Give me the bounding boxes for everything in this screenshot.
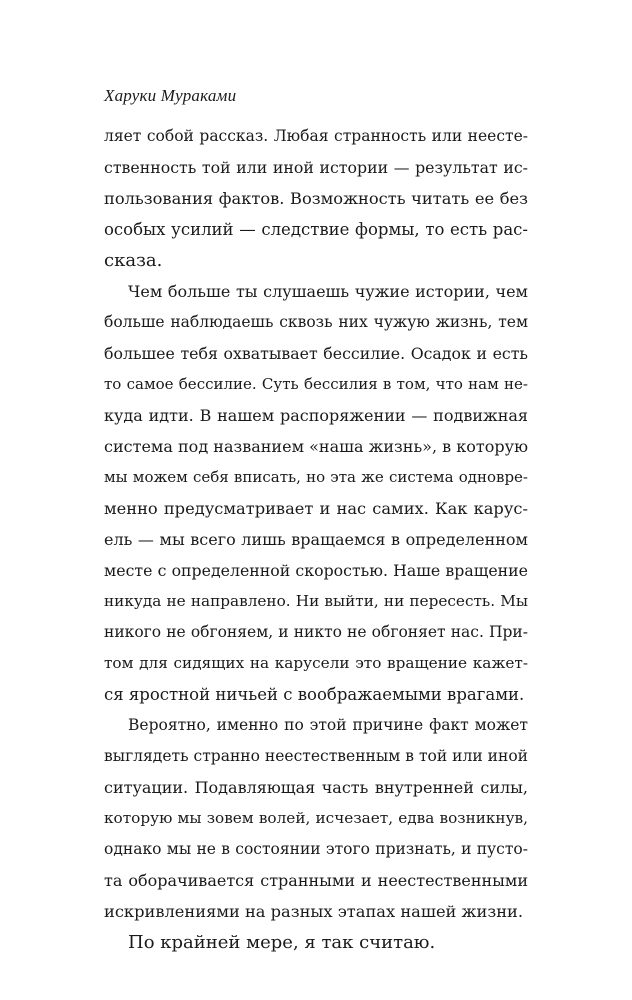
text-line: никого не обгоняем, и никто не обгоняет нас. При-	[104, 623, 528, 641]
text-line: ляет собой рассказ. Любая странность или неесте-	[104, 127, 528, 145]
text-line: месте с определенной скоростью. Наше вращение	[104, 561, 528, 580]
text-line: ся яростной ничьей с воображаемыми врагами.	[104, 685, 525, 704]
text-line: больше наблюдаешь сквозь них чужую жизнь, тем	[104, 313, 528, 331]
text-line: По крайней мере, я так считаю.	[128, 932, 436, 953]
text-line: менно предусматривает и нас самих. Как карус-	[104, 499, 528, 518]
text-line: куда идти. В нашем распоряжении — подвижная	[104, 406, 528, 425]
text-line: выглядеть странно неестественным в той или иной	[104, 747, 528, 765]
text-line: та оборачивается странными и неестественными	[104, 871, 528, 890]
text-line: сказа.	[104, 250, 163, 271]
text-line: система под названием «наша жизнь», в которую	[104, 437, 528, 456]
text-line: Вероятно, именно по этой причине факт может	[128, 716, 528, 734]
text-line: которую мы зовем волей, исчезает, едва возникнув,	[104, 809, 528, 827]
text-line: ственность той или иной истории — результат ис-	[104, 158, 528, 177]
text-line: никуда не направлено. Ни выйти, ни пересесть. Мы	[104, 592, 528, 610]
text-line: ель — мы всего лишь вращаемся в определенном	[104, 530, 528, 549]
text-line: ситуации. Подавляющая часть внутренней силы,	[104, 778, 528, 797]
running-head: Харуки Мураками	[104, 86, 237, 105]
text-line: особых усилий — следствие формы, то есть рас-	[104, 220, 528, 239]
text-line: искривлениями на разных этапах нашей жизни.	[104, 902, 524, 921]
text-line: пользования фактов. Возможность читать ее без	[104, 189, 528, 208]
text-line: однако мы не в состоянии этого признать, и пусто-	[104, 840, 528, 858]
body-text	[104, 121, 528, 958]
text-line: то самое бессилие. Суть бессилия в том, что нам не-	[104, 375, 528, 393]
text-line: большее тебя охватывает бессилие. Осадок и есть	[104, 344, 528, 363]
text-line: Чем больше ты слушаешь чужие истории, чем	[128, 282, 528, 301]
text-line: мы можем себя вписать, но эта же система одновре-	[104, 468, 528, 486]
text-line: том для сидящих на карусели это вращение кажет-	[104, 654, 528, 672]
